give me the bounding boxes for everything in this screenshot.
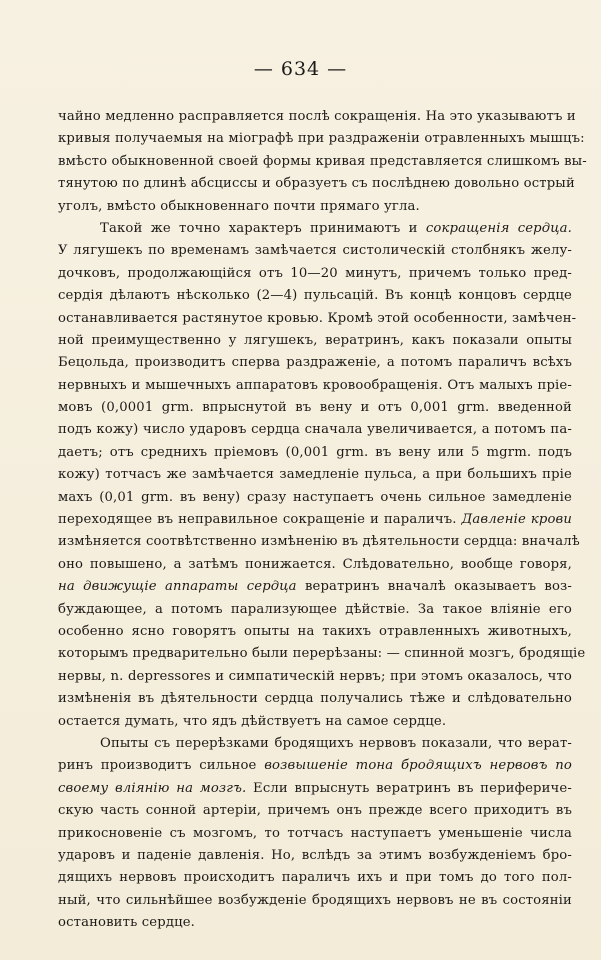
text-line bbox=[58, 554, 572, 576]
text-segment: которымъ предварительно были перерѣзаны: — спинной мозгъ, бродящіе bbox=[58, 646, 586, 662]
text-segment: вмѣсто обыкновенной своей формы кривая представляется слишкомъ вы- bbox=[58, 153, 587, 169]
emphasized-text: своему вліянію на мозгъ. bbox=[58, 780, 247, 796]
text-segment: остается думать, что ядъ дѣйствуетъ на самое сердце. bbox=[58, 713, 447, 729]
text-segment: ной преимущественно у лягушекъ, вератринъ, какъ показали опыты bbox=[58, 332, 572, 348]
text-segment: уголъ, вмѣсто обыкновеннаго почти прямаго угла. bbox=[58, 198, 420, 214]
text-line bbox=[58, 285, 572, 307]
text-segment: махъ (0,01 grm. въ вену) сразу наступаетъ очень сильное замедленіе bbox=[58, 489, 572, 505]
text-line bbox=[58, 823, 572, 845]
text-segment: измѣненія въ дѣятельности сердца получались тѣже и слѣдовательно bbox=[58, 691, 572, 707]
emphasized-text: на движущіе аппараты сердца bbox=[58, 579, 297, 595]
text-line bbox=[58, 464, 572, 486]
text-segment: останавливается растянутое кровью. Кромѣ этой особенности, замѣчен- bbox=[58, 310, 577, 326]
text-segment: кривыя получаемыя на міографѣ при раздраженіи отравленныхъ мышцъ: bbox=[58, 131, 585, 147]
text-segment: вератринъ вначалѣ оказываетъ воз- bbox=[296, 579, 572, 595]
text-segment: Опыты съ перерѣзками бродящихъ нервовъ показали, что верат- bbox=[100, 735, 572, 751]
text-line bbox=[58, 867, 572, 889]
emphasized-text: Давленіе крови bbox=[461, 512, 573, 528]
text-line bbox=[58, 173, 575, 195]
text-line bbox=[58, 263, 572, 285]
text-segment: Бецольда, производитъ сперва раздраженіе, а потомъ параличъ всѣхъ bbox=[58, 355, 572, 371]
text-line bbox=[58, 352, 572, 374]
text-line bbox=[58, 755, 572, 777]
text-segment: буждающее, а потомъ парализующее дѣйствіе. За такое вліяніе его bbox=[58, 601, 572, 617]
text-line bbox=[58, 733, 572, 755]
text-segment: мовъ (0,0001 grm. впрыснутой въ вену и отъ 0,001 grm. введенной bbox=[58, 400, 572, 416]
text-line bbox=[58, 599, 572, 621]
text-line bbox=[58, 643, 586, 665]
text-segment: дочковъ, продолжающійся отъ 10—20 минутъ, причемъ только пред- bbox=[58, 265, 572, 281]
text-segment: скую часть сонной артеріи, причемъ онъ прежде всего приходитъ въ bbox=[58, 803, 572, 819]
text-line bbox=[58, 509, 572, 531]
text-line bbox=[58, 128, 585, 150]
text-segment: дящихъ нервовъ происходитъ параличъ ихъ и при томъ до того пол- bbox=[58, 870, 572, 886]
text-line bbox=[58, 688, 572, 710]
text-line bbox=[58, 531, 580, 553]
text-segment: ударовъ и паденіе давленія. Но, вслѣдъ за этимъ возбужденіемъ бро- bbox=[58, 847, 572, 863]
text-segment: подъ кожу) число ударовъ сердца сначала увеличивается, а потомъ па- bbox=[58, 422, 572, 438]
text-segment: чайно медленно расправляется послѣ сокращенія. На это указываютъ и bbox=[58, 109, 576, 124]
text-segment: ный, что сильнѣйшее возбужденіе бродящихъ нервовъ не въ состояніи bbox=[58, 892, 572, 908]
text-line bbox=[58, 196, 572, 218]
text-line bbox=[58, 621, 572, 643]
text-segment: сердія дѣлаютъ нѣсколько (2—4) пульсацій. Въ концѣ концовъ сердце bbox=[58, 288, 572, 304]
text-segment: тянутою по длинѣ абсциссы и образуетъ съ послѣднею довольно острый bbox=[58, 176, 575, 192]
text-segment: У лягушекъ по временамъ замѣчается систолическій столбнякъ желу- bbox=[58, 243, 572, 259]
text-segment: оно повышено, а затѣмъ понижается. Слѣдовательно, вообще говоря, bbox=[58, 556, 572, 572]
text-line bbox=[58, 845, 572, 867]
text-line bbox=[58, 240, 572, 262]
text-line bbox=[58, 397, 572, 419]
body-text bbox=[58, 106, 587, 934]
text-segment: Если впрыснуть вератринъ въ перифериче- bbox=[246, 780, 572, 796]
page-number: — 634 — bbox=[253, 58, 348, 80]
text-line bbox=[58, 375, 572, 397]
text-segment: измѣняется соотвѣтственно измѣненію въ дѣятельности сердца: вначалѣ bbox=[58, 534, 580, 550]
text-line bbox=[58, 890, 572, 912]
text-segment: ринъ производитъ сильное bbox=[58, 758, 265, 774]
text-line bbox=[58, 487, 572, 509]
text-segment: даетъ; отъ среднихъ пріемовъ (0,001 grm. въ вену или 5 mgrm. подъ bbox=[58, 444, 572, 460]
text-segment: Такой же точно характеръ принимаютъ и bbox=[100, 220, 426, 236]
text-line bbox=[58, 308, 577, 330]
text-segment: нервныхъ и мышечныхъ аппаратовъ кровообращенія. Отъ малыхъ пріе- bbox=[58, 377, 572, 393]
text-line bbox=[58, 218, 572, 240]
text-line bbox=[58, 151, 587, 173]
text-line bbox=[58, 419, 572, 441]
text-segment: особенно ясно говорятъ опыты на такихъ отравленныхъ животныхъ, bbox=[58, 623, 572, 639]
text-line bbox=[58, 800, 572, 822]
text-line bbox=[58, 912, 572, 934]
text-line bbox=[58, 442, 572, 464]
emphasized-text: возвышеніе тона бродящихъ нервовъ по bbox=[264, 758, 572, 774]
text-line bbox=[58, 106, 576, 128]
text-line bbox=[58, 711, 572, 733]
text-line bbox=[58, 330, 572, 352]
text-line bbox=[58, 666, 572, 688]
text-segment: остановить сердце. bbox=[58, 915, 196, 931]
emphasized-text: сокращенія сердца. bbox=[425, 220, 572, 236]
text-line bbox=[58, 576, 572, 598]
text-segment: переходящее въ неправильное сокращеніе и параличъ. bbox=[58, 512, 462, 528]
text-segment: прикосновеніе съ мозгомъ, то тотчасъ наступаетъ уменьшеніе числа bbox=[58, 825, 572, 841]
text-segment: нервы, n. depressores и симпатическій нервъ; при этомъ оказалось, что bbox=[58, 668, 572, 684]
text-segment: кожу) тотчасъ же замѣчается замедленіе пульса, а при большихъ пріе bbox=[58, 467, 572, 483]
text-line bbox=[58, 778, 572, 800]
